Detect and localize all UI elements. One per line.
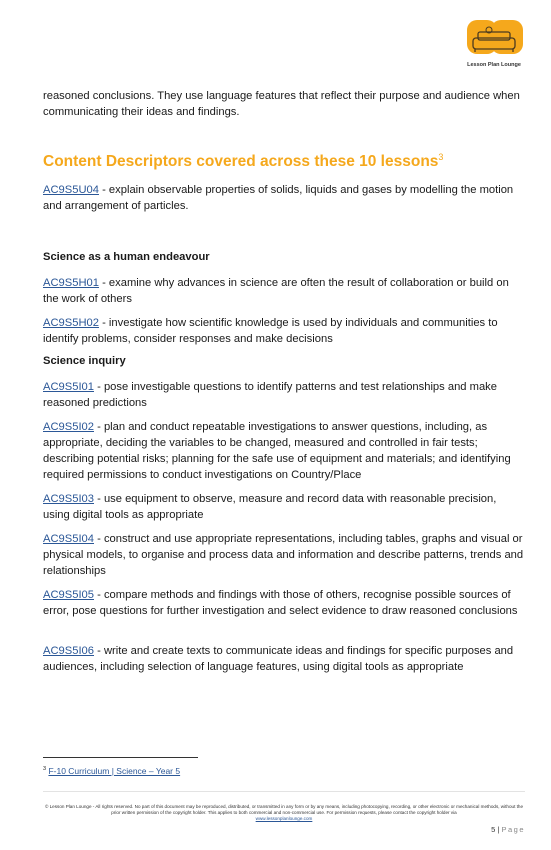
- descriptor-item: AC9S5I01 - pose investigable questions to identify patterns and test relationships and make reasoned predictions: [43, 381, 497, 409]
- descriptor-code-link[interactable]: AC9S5I04: [43, 533, 94, 545]
- section-title-human-endeavour: Science as a human endeavour: [43, 251, 210, 263]
- descriptor-item: AC9S5H01 - examine why advances in science are often the result of collaboration or build on the work of others: [43, 277, 509, 305]
- footnote: [43, 766, 180, 776]
- curriculum-link[interactable]: F-10 Curriculum | Science – Year 5: [48, 766, 181, 776]
- copyright-notice: © Lesson Plan Lounge - All rights reserved. No part of this document may be reproduced, distributed, or transmitted in any form or by any means, including photocopying, recording, or other electronic or mechanical methods, without the prior written permission of the copyright holder. This applies to both commercial and non-commercial use. For permission requests, please contact the copyright holder via www.lessonplanlounge.com: [44, 804, 524, 821]
- descriptor-item: AC9S5H02 - investigate how scientific knowledge is used by individuals and communities to identify problems, consider responses and make decisions: [43, 317, 498, 345]
- descriptor-item: AC9S5I05 - compare methods and findings with those of others, recognise possible sources of error, pose questions for further investigation and select evidence to draw reasoned conclusions: [43, 589, 518, 617]
- descriptor-code-link[interactable]: AC9S5U04: [43, 184, 99, 196]
- descriptor-item: AC9S5I02 - plan and conduct repeatable investigations to answer questions, including, as appropriate, deciding the variables to be changed, measured and controlled in fair tests; describing potential risks; planning for the safe use of equipment and materials; and identifying required permissions to conduct investigations on Country/Place: [43, 421, 511, 481]
- descriptor-code-link[interactable]: AC9S5I05: [43, 589, 94, 601]
- descriptor-code-link[interactable]: AC9S5I03: [43, 493, 94, 505]
- descriptor-code-link[interactable]: AC9S5I01: [43, 381, 94, 393]
- footnote-divider: [43, 757, 198, 758]
- descriptor-item: AC9S5U04 - explain observable properties of solids, liquids and gases by modelling the motion and arrangement of particles.: [43, 184, 514, 212]
- footnote-marker: 3: [438, 152, 444, 162]
- page-label: Page: [501, 825, 525, 834]
- descriptor-item: AC9S5I03 - use equipment to observe, measure and record data with reasonable precision, using digital tools as appropriate: [43, 493, 497, 521]
- logo-text: Lesson Plan Lounge: [467, 62, 521, 68]
- content-descriptors-heading: Content Descriptors covered across these 10 lessons$^3$: [43, 152, 444, 171]
- descriptor-code-link[interactable]: AC9S5I06: [43, 645, 94, 657]
- sofa-icon: [461, 18, 527, 64]
- descriptor-code-link[interactable]: AC9S5H01: [43, 277, 99, 289]
- footer-divider: [43, 791, 525, 792]
- page-number: 5 | Page: [491, 825, 525, 834]
- descriptor-code-link[interactable]: AC9S5I02: [43, 421, 94, 433]
- descriptor-code-link[interactable]: AC9S5H02: [43, 317, 99, 329]
- website-link[interactable]: www.lessonplanlounge.com: [255, 816, 313, 821]
- lesson-plan-lounge-logo: [461, 18, 527, 72]
- footnote-number: 3: [43, 766, 47, 773]
- descriptor-item: AC9S5I04 - construct and use appropriate representations, including tables, graphs and visual or physical models, to organise and process data and information and describe patterns, trends and relationships: [43, 533, 524, 577]
- section-title-science-inquiry: Science inquiry: [43, 355, 126, 367]
- descriptor-item: AC9S5I06 - write and create texts to communicate ideas and findings for specific purposes and audiences, including selection of language features, using digital tools as appropriate: [43, 645, 514, 673]
- intro-paragraph: reasoned conclusions. They use language features that reflect their purpose and audience when communicating their ideas and findings.: [43, 90, 520, 118]
